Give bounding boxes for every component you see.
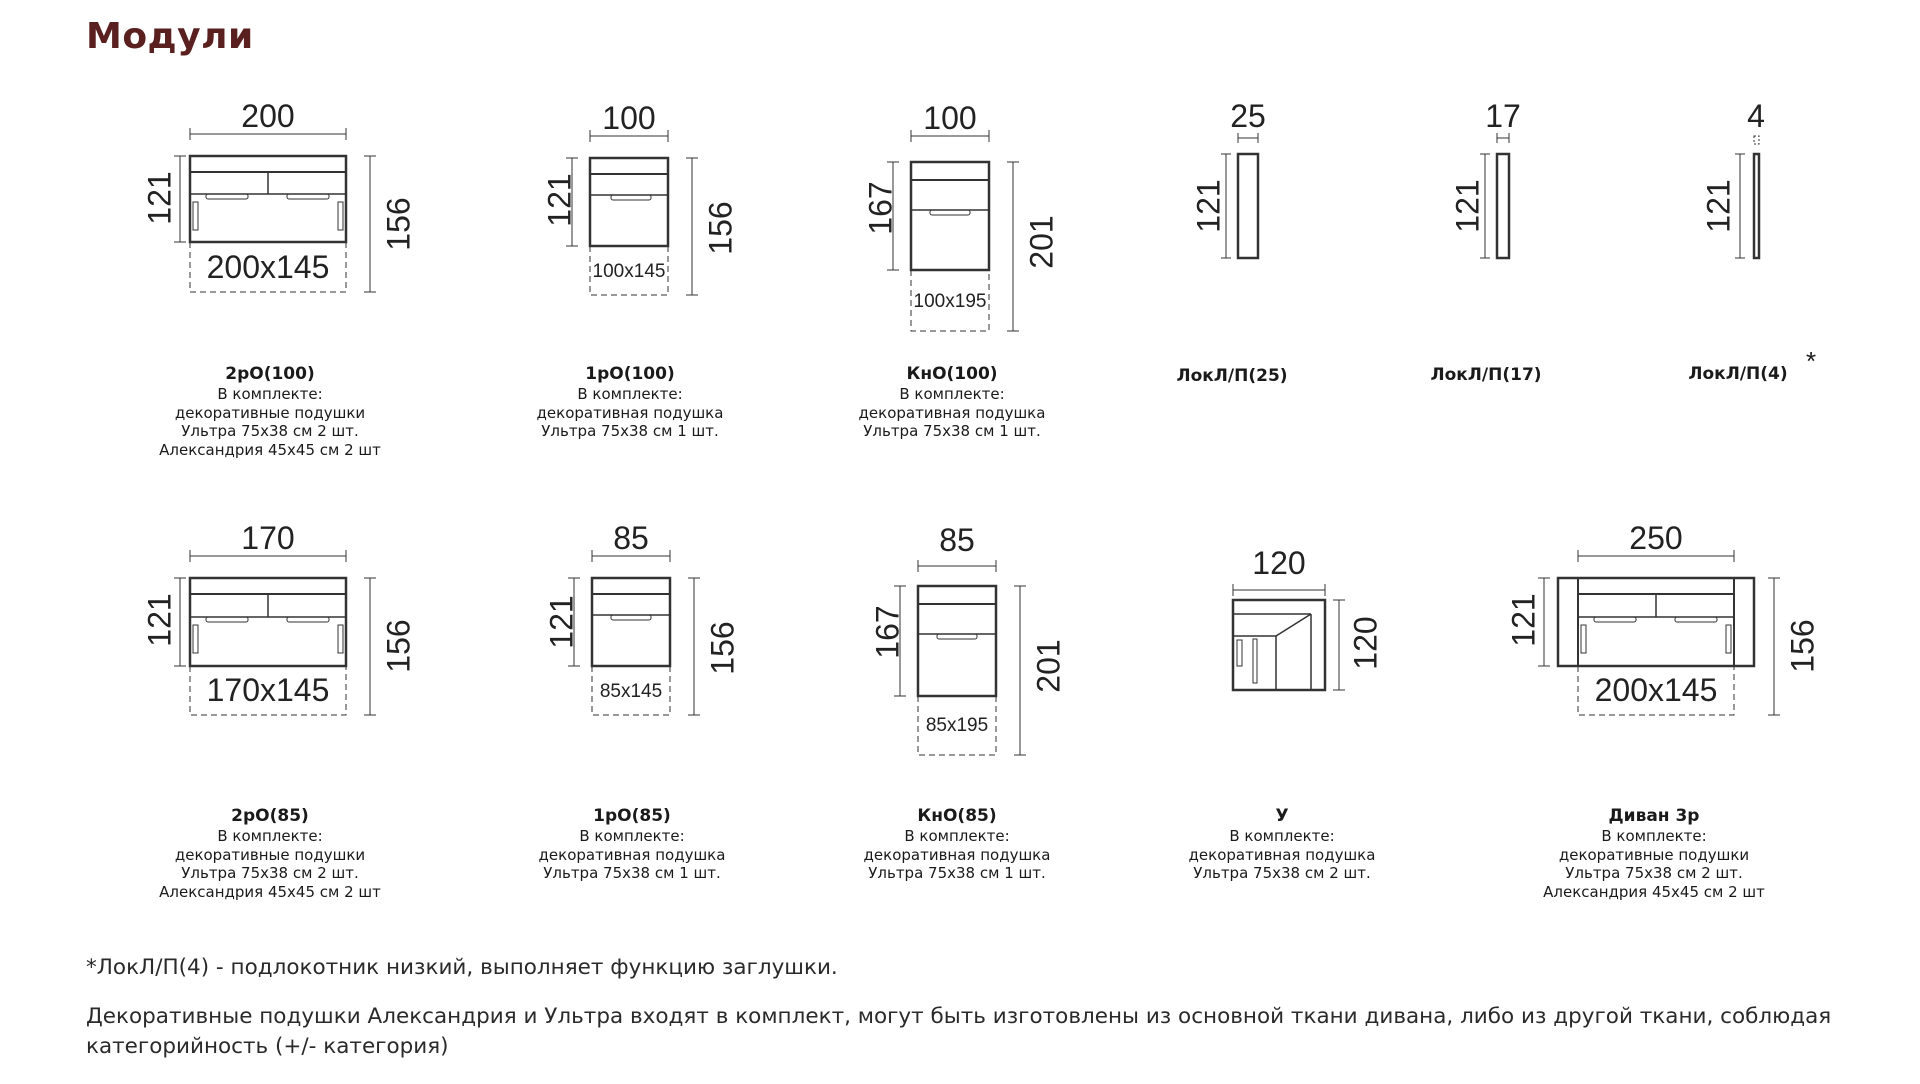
height-right-label: 156 <box>380 619 417 673</box>
caption-line: декоративная подушка <box>858 403 1046 422</box>
caption-line: В комплекте: <box>577 385 683 403</box>
module-name: 2рО(85) <box>231 806 309 826</box>
module-name: Диван 3р <box>1608 806 1700 826</box>
caption-line: Александрия 45х45 см 2 шт <box>159 882 381 901</box>
height-right-label: 201 <box>1023 215 1060 269</box>
module-name: ЛокЛ/П(25) <box>1176 366 1288 386</box>
caption-line: В комплекте: <box>1229 827 1335 845</box>
berth-size-label: 100x145 <box>592 261 666 282</box>
width-label: 200 <box>241 98 295 134</box>
module-caption <box>1514 806 1794 901</box>
height-left-label: 121 <box>141 171 178 225</box>
width-label: 85 <box>939 522 975 558</box>
height-left-label: 167 <box>862 181 899 235</box>
caption-line: Ультра 75х38 см 2 шт. <box>1193 864 1371 882</box>
caption-line: В комплекте: <box>904 827 1010 845</box>
caption-line: Ультра 75х38 см 1 шт. <box>543 864 721 882</box>
module-name: У <box>1275 806 1289 826</box>
caption-line: Ультра 75х38 см 2 шт. <box>181 864 359 882</box>
height-left-label: 121 <box>541 173 578 227</box>
height-right-label: 156 <box>704 621 741 675</box>
caption-line: декоративная подушка <box>536 403 724 422</box>
berth-size-label: 100x195 <box>913 291 987 312</box>
caption-line: декоративные подушки <box>174 845 366 864</box>
width-label: 17 <box>1485 98 1521 134</box>
berth-size-label: 200x145 <box>206 249 330 285</box>
caption-line: В комплекте: <box>579 827 685 845</box>
page-title: Модули <box>86 16 254 57</box>
caption-line: декоративная подушка <box>538 845 726 864</box>
height-left-label: 121 <box>543 595 580 649</box>
footnote-marker: * <box>1806 346 1817 376</box>
note-line-1: Декоративные подушки Александрия и Ультра входят в комплект, могут быть изготовлены из основной ткани дивана, либо из другой ткани, соблюдая <box>86 1004 1832 1029</box>
height-right-label: 156 <box>380 197 417 251</box>
module-name: 1рО(85) <box>593 806 671 826</box>
caption-line: Ультра 75х38 см 2 шт. <box>1565 864 1743 882</box>
berth-size-label: 85x195 <box>925 715 989 736</box>
berth-size-label: 200x145 <box>1594 672 1718 708</box>
caption-line: В комплекте: <box>899 385 1005 403</box>
berth-size-label: 85x145 <box>599 681 663 702</box>
height-left-label: 121 <box>1190 179 1227 233</box>
height-left-label: 167 <box>869 605 906 659</box>
caption-line: Александрия 45х45 см 2 шт <box>1543 882 1765 901</box>
caption-line: Ультра 75х38 см 2 шт. <box>181 422 359 440</box>
width-label: 170 <box>241 520 295 556</box>
note-line-2: категорийность (+/- категория) <box>86 1034 449 1059</box>
height-right-label: 201 <box>1030 639 1067 693</box>
module-name: ЛокЛ/П(17) <box>1430 365 1542 385</box>
caption-line: декоративные подушки <box>174 403 366 422</box>
caption-line: Ультра 75х38 см 1 шт. <box>541 422 719 440</box>
module-name: КнО(100) <box>906 364 998 384</box>
module-name: КнО(85) <box>917 806 997 826</box>
caption-line: В комплекте: <box>217 827 323 845</box>
width-label: 85 <box>613 520 649 556</box>
width-label: 100 <box>602 100 656 136</box>
height-right-label: 156 <box>702 201 739 255</box>
module-name: 2рО(100) <box>225 364 315 384</box>
caption-line: декоративная подушка <box>863 845 1051 864</box>
height-left-label: 121 <box>1449 179 1486 233</box>
height-right-label: 156 <box>1784 619 1821 673</box>
height-right-label: 120 <box>1347 616 1384 670</box>
caption-line: Александрия 45х45 см 2 шт <box>159 440 381 459</box>
berth-size-label: 170x145 <box>206 672 330 708</box>
caption-line: Ультра 75х38 см 1 шт. <box>868 864 1046 882</box>
width-label: 250 <box>1629 520 1683 556</box>
height-left-label: 121 <box>1505 593 1542 647</box>
width-label: 25 <box>1230 98 1266 134</box>
module-name: ЛокЛ/П(4) <box>1688 364 1788 384</box>
module-name: 1рО(100) <box>585 364 675 384</box>
height-left-label: 121 <box>141 593 178 647</box>
width-label: 100 <box>923 100 977 136</box>
caption-line: Ультра 75х38 см 1 шт. <box>863 422 1041 440</box>
caption-line: декоративные подушки <box>1558 845 1750 864</box>
caption-line: В комплекте: <box>1601 827 1707 845</box>
caption-line: декоративная подушка <box>1188 845 1376 864</box>
caption-line: В комплекте: <box>217 385 323 403</box>
footnote-armrest: *ЛокЛ/П(4) - подлокотник низкий, выполняет функцию заглушки. <box>86 955 838 980</box>
height-left-label: 121 <box>1700 179 1737 233</box>
width-label: 4 <box>1747 98 1765 134</box>
width-label: 120 <box>1252 545 1306 581</box>
